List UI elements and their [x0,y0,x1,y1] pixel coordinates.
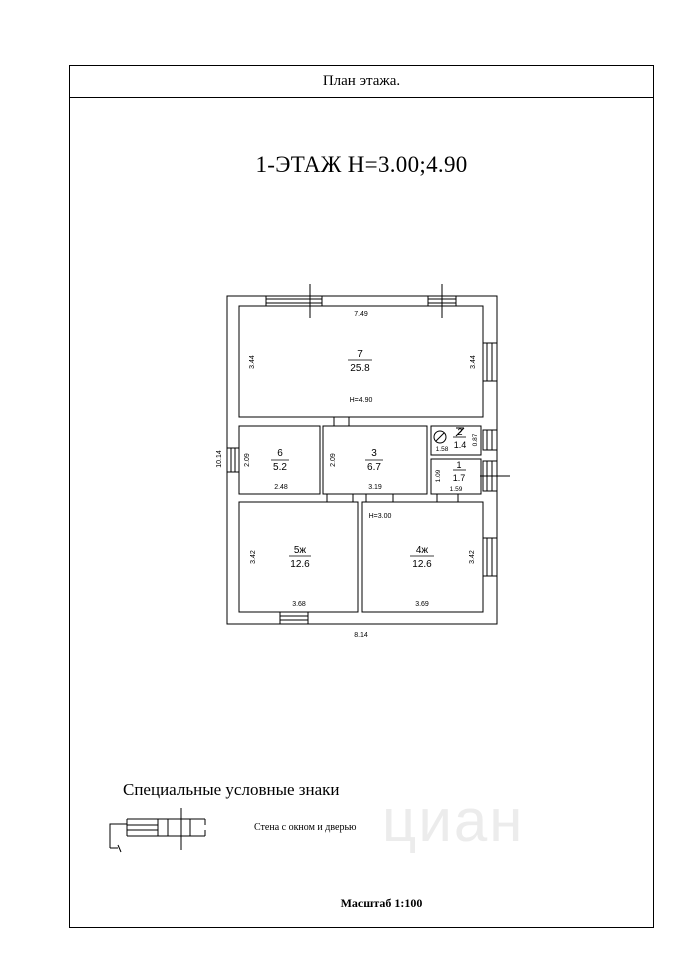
window-right-room-4 [483,538,497,576]
room-7-dim-top: 7.49 [354,311,368,318]
room-6-dim-bottom: 2.48 [274,484,288,491]
room-1-dim-left: 1.09 [435,469,442,483]
overall-width: 10.14 [216,450,223,468]
room-4-number: 4ж [415,545,429,556]
room-2-area: 1.4 [453,440,467,450]
room-7-height-note: Н=4.90 [349,397,373,404]
room-4-dim-bottom: 3.69 [415,601,429,608]
room-2-number: 2 [457,427,463,437]
room-5-dim-left: 3.42 [250,550,257,564]
legend-title: Специальные условные знаки [123,780,340,799]
room-1-number: 1 [456,460,462,470]
room-3-dim-bottom: 3.19 [368,484,382,491]
room-5-dim-bottom: 3.68 [292,601,306,608]
legend-symbol-wall [110,808,205,852]
room-6-dim-left: 2.09 [244,453,251,467]
sheet-header: План этажа. [70,66,653,98]
room-7-dim-right: 3.44 [470,355,477,369]
room-2-dim-right: 0.87 [472,433,479,447]
room-3-area: 6.7 [367,462,381,473]
room-7-dim-left: 3.44 [249,355,256,369]
door-right-room-1 [480,461,510,491]
room-1-dim-bottom: 1.59 [449,486,463,493]
room-6-number: 6 [277,448,283,459]
window-top-right [428,284,456,318]
overall-length: 8.14 [354,632,368,639]
window-bottom-room-5 [280,612,308,624]
room-7-area: 25.8 [350,363,370,374]
window-right-room-2 [483,430,497,450]
window-right-room-7 [483,343,497,381]
legend-caption-wall-window-door: Стена с окном и дверью [254,822,357,833]
window-top-left [266,284,322,318]
room-2-dim-left: 1.58 [435,446,449,453]
room-7-number: 7 [357,349,363,360]
room-5-area: 12.6 [290,559,310,570]
scale-label: Масштаб 1:100 [340,896,423,910]
room-1-area: 1.7 [452,473,466,483]
room-4-height-note: Н=3.00 [368,513,392,520]
window-left-room-6 [227,448,239,472]
floor-title: 1-ЭТАЖ Н=3.00;4.90 [255,152,468,177]
room-5-number: 5ж [293,545,307,556]
room-6-area: 5.2 [273,462,287,473]
room-3-dim-left: 2.09 [330,453,337,467]
room-3-number: 3 [371,448,377,459]
watermark: циан [382,787,525,854]
room-4-area: 12.6 [412,559,432,570]
room-4-dim-right: 3.42 [469,550,476,564]
